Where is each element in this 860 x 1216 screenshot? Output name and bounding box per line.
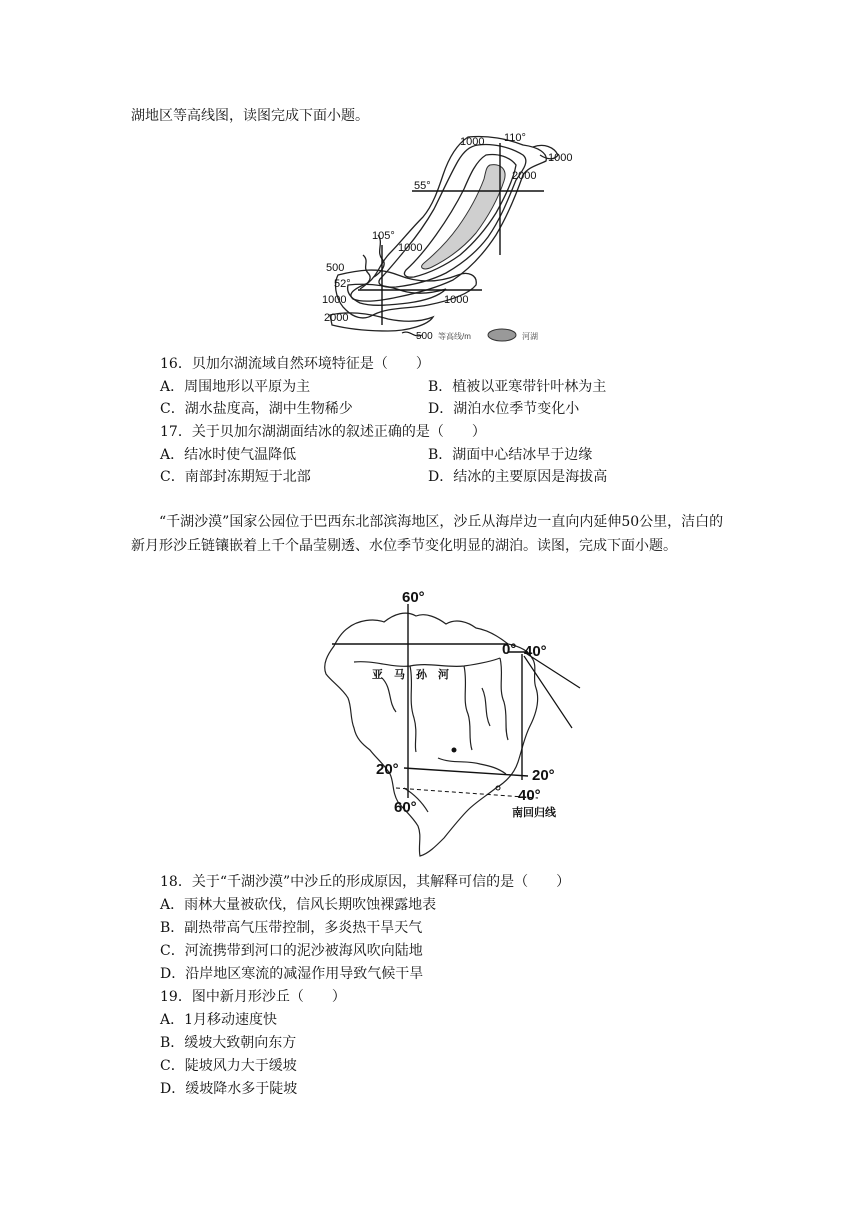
- intro-text-1: 湖地区等高线图，读图完成下面小题。: [131, 108, 369, 124]
- map1-label-1000-s: 1000: [444, 294, 469, 306]
- map2-label-40-bottom: 40°: [518, 787, 541, 804]
- map1-label-1000-mid: 1000: [398, 242, 423, 254]
- map1-label-2000-sw: 2000: [324, 312, 349, 324]
- map1-label-500: 500: [326, 262, 345, 274]
- q16-option-a: A．周围地形以平原为主: [160, 379, 311, 395]
- q16-option-b: B．植被以亚寒带针叶林为主: [428, 379, 607, 395]
- location-dot: [452, 748, 457, 753]
- map1-label-110-lon: 110°: [504, 132, 526, 144]
- q19-option-a: A．1月移动速度快: [160, 1012, 278, 1028]
- map1-label-2000-ne: 2000: [512, 170, 537, 182]
- q16-stem: 16．贝加尔湖流域自然环境特征是（ ）: [160, 356, 430, 372]
- baikal-contour-map: [318, 125, 588, 347]
- legend-lake-label: 河湖: [522, 332, 538, 341]
- q18-option-c: C．河流携带到河口的泥沙被海风吹向陆地: [160, 943, 423, 959]
- map2-label-equator: 0°: [502, 641, 517, 658]
- map1-label-1000-nw: 1000: [460, 136, 485, 148]
- q17-stem: 17．关于贝加尔湖湖面结冰的叙述正确的是（ ）: [160, 424, 486, 440]
- q19-option-c: C．陡坡风力大于缓坡: [160, 1058, 297, 1074]
- map1-label-52-lat: 52°: [334, 278, 351, 290]
- map1-legend: [402, 329, 538, 342]
- intro-text-2: “千湖沙漠”国家公园位于巴西东北部滨海地区，沙丘从海岸边一直向内延伸50公里，洁白的新月形沙丘链镶嵌着上千个晶莹剔透、水位季节变化明显的湖泊。读图，完成下面小题。: [131, 514, 724, 554]
- amazon-river-label: 亚 马 孙 河: [372, 669, 449, 681]
- q18-stem: 18．关于“千湖沙漠”中沙丘的形成原因，其解释可信的是（ ）: [160, 874, 571, 890]
- map2-label-60-bottom: 60°: [394, 799, 417, 816]
- tropic-label: 南回归线: [512, 807, 556, 819]
- q19-stem: 19．图中新月形沙丘（ ）: [160, 989, 346, 1005]
- q18-option-b: B．副热带高气压带控制，多炎热干旱天气: [160, 920, 423, 936]
- map1-label-1000-sw: 1000: [322, 294, 347, 306]
- map2-label-40-top: 40°: [524, 643, 547, 660]
- legend-contour-value: 500: [416, 331, 433, 342]
- map2-label-20-left: 20°: [376, 761, 399, 778]
- q16-option-d: D．湖泊水位季节变化小: [428, 401, 580, 417]
- q18-option-a: A．雨林大量被砍伐，信风长期吹蚀裸露地表: [160, 897, 437, 913]
- q17-option-d: D．结冰的主要原因是海拔高: [428, 469, 608, 485]
- map1-label-1000-ne: 1000: [548, 152, 573, 164]
- lake-legend-icon: [488, 329, 516, 341]
- map2-label-20-right: 20°: [532, 767, 555, 784]
- map1-label-105-lon: 105°: [372, 230, 395, 242]
- map2-label-60-top: 60°: [402, 589, 425, 606]
- tropic-line: [396, 788, 538, 798]
- q17-option-c: C．南部封冻期短于北部: [160, 469, 311, 485]
- q19-option-d: D．缓坡降水多于陡坡: [160, 1081, 298, 1097]
- q18-option-d: D．沿岸地区寒流的减湿作用导致气候干旱: [160, 966, 424, 982]
- q16-option-c: C．湖水盐度高，湖中生物稀少: [160, 401, 353, 417]
- q17-option-a: A．结冰时使气温降低: [160, 447, 297, 463]
- legend-contour-label: 等高线/m: [438, 332, 471, 341]
- brazil-map: [318, 588, 588, 860]
- q17-option-b: B．湖面中心结冰早于边缘: [428, 447, 593, 463]
- map1-label-55-lat: 55°: [414, 180, 431, 192]
- q19-option-b: B．缓坡大致朝向东方: [160, 1035, 297, 1051]
